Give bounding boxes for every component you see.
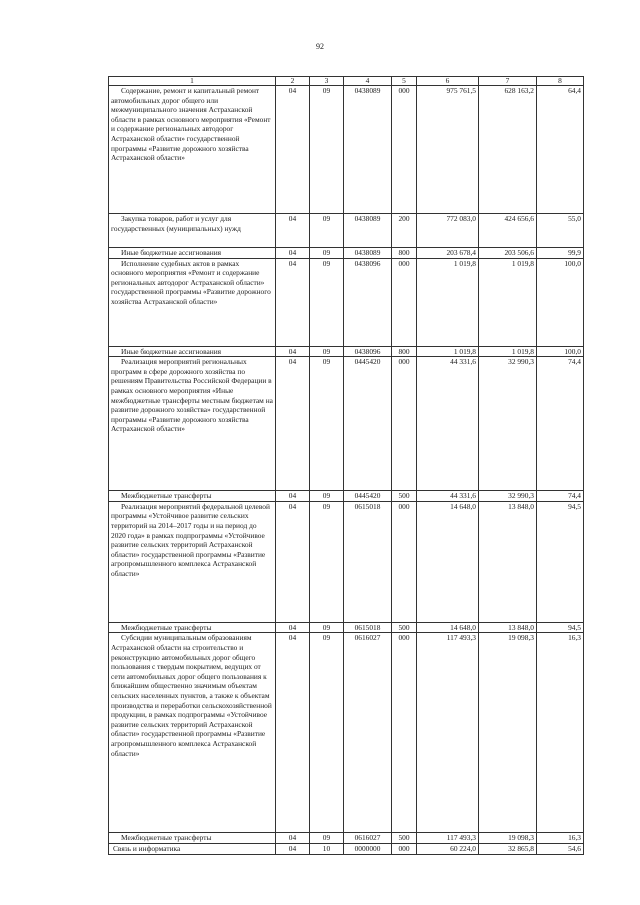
subsection-code: 09 <box>310 258 344 346</box>
execution-percent: 100,0 <box>537 258 584 346</box>
target-code: 0616027 <box>344 833 392 844</box>
expense-type-code: 000 <box>392 843 417 854</box>
column-header: 3 <box>310 77 344 86</box>
table-row <box>109 357 584 491</box>
table-row <box>109 833 584 844</box>
section-code: 04 <box>276 622 310 633</box>
table-row <box>109 633 584 833</box>
execution-percent: 74,4 <box>537 491 584 502</box>
executed-amount: 13 848,0 <box>479 622 537 633</box>
column-header: 8 <box>537 77 584 86</box>
section-code: 04 <box>276 833 310 844</box>
planned-amount: 1 019,8 <box>417 258 479 346</box>
table-row <box>109 214 584 248</box>
execution-percent: 99,9 <box>537 248 584 259</box>
planned-amount: 203 678,4 <box>417 248 479 259</box>
executed-amount: 203 506,6 <box>479 248 537 259</box>
expense-type-code: 000 <box>392 501 417 622</box>
item-name: Межбюджетные трансферты <box>109 622 276 633</box>
table-row <box>109 258 584 346</box>
target-code: 0445420 <box>344 357 392 491</box>
expense-type-code: 000 <box>392 357 417 491</box>
subsection-code: 09 <box>310 501 344 622</box>
section-code: 04 <box>276 501 310 622</box>
target-code: 0438096 <box>344 346 392 357</box>
section-code: 04 <box>276 346 310 357</box>
table-row <box>109 843 584 854</box>
subsection-code: 09 <box>310 622 344 633</box>
executed-amount: 1 019,8 <box>479 258 537 346</box>
execution-percent: 100,0 <box>537 346 584 357</box>
planned-amount: 44 331,6 <box>417 491 479 502</box>
section-code: 04 <box>276 248 310 259</box>
expense-type-code: 000 <box>392 86 417 214</box>
item-name: Реализация мероприятий федеральной целевой программы «Устойчивое развитие сельских территорий на 2014–2017 годы и на период до 2020 года» в рамках подпрограммы «Устойчивое развитие сельских территорий Астраханской области» государственной программы «Развитие агропромышленного комплекса Астраханской области» <box>109 501 276 622</box>
target-code: 0616027 <box>344 633 392 833</box>
subsection-code: 09 <box>310 214 344 248</box>
item-name: Исполнение судебных актов в рамках основного мероприятия «Ремонт и содержание региональных автодорог Астраханской области» государственной программы «Развитие дорожного хозяйства Астраханской области» <box>109 258 276 346</box>
target-code: 0615018 <box>344 501 392 622</box>
execution-percent: 64,4 <box>537 86 584 214</box>
expense-type-code: 800 <box>392 346 417 357</box>
item-name: Межбюджетные трансферты <box>109 833 276 844</box>
column-header: 2 <box>276 77 310 86</box>
column-header: 6 <box>417 77 479 86</box>
table-row <box>109 86 584 214</box>
subsection-code: 09 <box>310 833 344 844</box>
table-row <box>109 346 584 357</box>
executed-amount: 13 848,0 <box>479 501 537 622</box>
expense-type-code: 500 <box>392 833 417 844</box>
column-header: 1 <box>109 77 276 86</box>
expense-type-code: 500 <box>392 491 417 502</box>
page-number: 92 <box>316 42 324 51</box>
execution-percent: 16,3 <box>537 633 584 833</box>
item-name: Субсидии муниципальным образованиям Астраханской области на строительство и реконструкцию автомобильных дорог общего пользования с твердым покрытием, ведущих от сети автомобильных дорог общего пользования к ближайшим общественно значимым объектам сельских населенных пунктов, а также к объектам производства и переработки сельскохозяйственной продукции, в рамках подпрограммы «Устойчивое развитие сельских территорий Астраханской области» государственной программы «Развитие агропромышленного комплекса Астраханской области» <box>109 633 276 833</box>
item-name: Связь и информатика <box>109 843 276 854</box>
column-number-row <box>109 77 584 86</box>
section-code: 04 <box>276 843 310 854</box>
table-row <box>109 622 584 633</box>
planned-amount: 60 224,0 <box>417 843 479 854</box>
execution-percent: 94,5 <box>537 501 584 622</box>
expense-type-code: 000 <box>392 633 417 833</box>
section-code: 04 <box>276 214 310 248</box>
executed-amount: 32 865,8 <box>479 843 537 854</box>
table-row <box>109 248 584 259</box>
target-code: 0615018 <box>344 622 392 633</box>
item-name: Межбюджетные трансферты <box>109 491 276 502</box>
subsection-code: 09 <box>310 633 344 833</box>
subsection-code: 09 <box>310 491 344 502</box>
planned-amount: 44 331,6 <box>417 357 479 491</box>
column-header: 5 <box>392 77 417 86</box>
column-header: 4 <box>344 77 392 86</box>
item-name: Содержание, ремонт и капитальный ремонт автомобильных дорог общего или межмуниципального значения Астраханской области в рамках основного мероприятия «Ремонт и содержание региональных автодорог Астраханской области» государственной программы «Развитие дорожного хозяйства Астраханской области» <box>109 86 276 214</box>
execution-percent: 16,3 <box>537 833 584 844</box>
target-code: 0438089 <box>344 248 392 259</box>
expense-type-code: 200 <box>392 214 417 248</box>
subsection-code: 09 <box>310 346 344 357</box>
planned-amount: 975 761,5 <box>417 86 479 214</box>
table-row <box>109 491 584 502</box>
executed-amount: 19 098,3 <box>479 633 537 833</box>
item-name: Иные бюджетные ассигнования <box>109 346 276 357</box>
planned-amount: 117 493,3 <box>417 833 479 844</box>
section-code: 04 <box>276 633 310 833</box>
execution-percent: 54,6 <box>537 843 584 854</box>
planned-amount: 1 019,8 <box>417 346 479 357</box>
budget-table <box>108 76 584 855</box>
executed-amount: 19 098,3 <box>479 833 537 844</box>
subsection-code: 09 <box>310 248 344 259</box>
section-code: 04 <box>276 357 310 491</box>
planned-amount: 117 493,3 <box>417 633 479 833</box>
item-name: Иные бюджетные ассигнования <box>109 248 276 259</box>
column-header: 7 <box>479 77 537 86</box>
executed-amount: 628 163,2 <box>479 86 537 214</box>
executed-amount: 32 990,3 <box>479 357 537 491</box>
subsection-code: 09 <box>310 86 344 214</box>
expense-type-code: 800 <box>392 248 417 259</box>
planned-amount: 772 083,0 <box>417 214 479 248</box>
execution-percent: 94,5 <box>537 622 584 633</box>
target-code: 0438089 <box>344 86 392 214</box>
target-code: 0445420 <box>344 491 392 502</box>
item-name: Закупка товаров, работ и услуг для государственных (муниципальных) нужд <box>109 214 276 248</box>
planned-amount: 14 648,0 <box>417 501 479 622</box>
executed-amount: 1 019,8 <box>479 346 537 357</box>
target-code: 0438096 <box>344 258 392 346</box>
planned-amount: 14 648,0 <box>417 622 479 633</box>
subsection-code: 10 <box>310 843 344 854</box>
subsection-code: 09 <box>310 357 344 491</box>
section-code: 04 <box>276 491 310 502</box>
executed-amount: 424 656,6 <box>479 214 537 248</box>
section-code: 04 <box>276 86 310 214</box>
target-code: 0438089 <box>344 214 392 248</box>
execution-percent: 55,0 <box>537 214 584 248</box>
item-name: Реализация мероприятий региональных программ в сфере дорожного хозяйства по решениям Правительства Российской Федерации в рамках основного мероприятия «Иные межбюджетные трансферты местным бюджетам на развитие дорожного хозяйства» государственной программы «Развитие дорожного хозяйства Астраханской области» <box>109 357 276 491</box>
table-row <box>109 501 584 622</box>
expense-type-code: 500 <box>392 622 417 633</box>
execution-percent: 74,4 <box>537 357 584 491</box>
expense-type-code: 000 <box>392 258 417 346</box>
executed-amount: 32 990,3 <box>479 491 537 502</box>
target-code: 0000000 <box>344 843 392 854</box>
section-code: 04 <box>276 258 310 346</box>
